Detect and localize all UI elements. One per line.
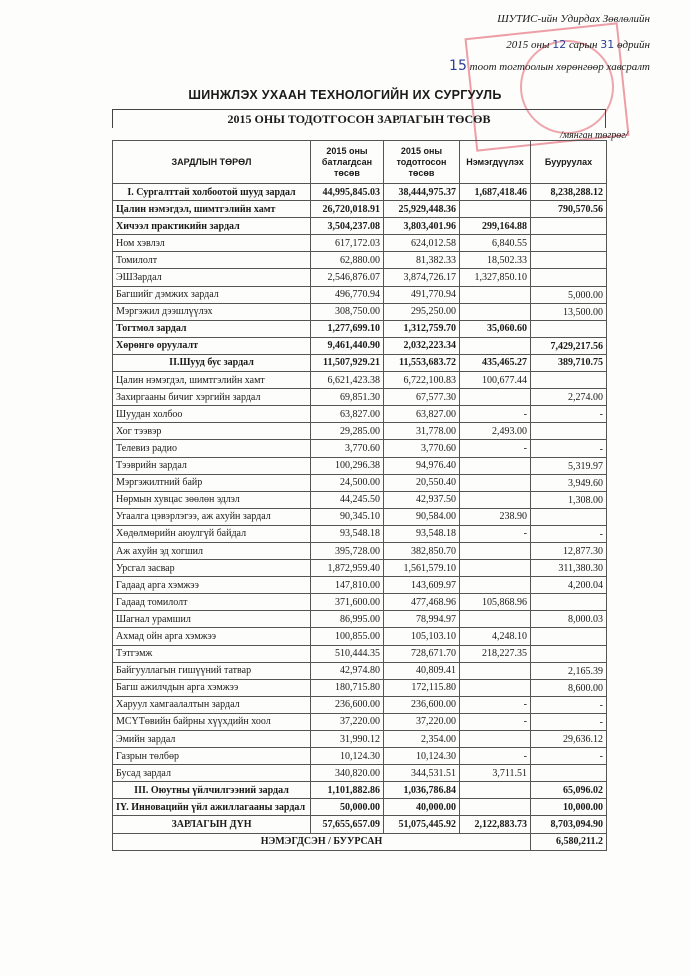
approved-value: 3,770.60 [311,440,384,457]
row-label: Тогтмол зардал [113,320,311,337]
revised-value: 1,312,759.70 [384,320,460,337]
increase-value: 4,248.10 [460,628,531,645]
table-row [113,303,607,320]
revised-value: 11,553,683.72 [384,354,460,371]
approval-month: 12 [552,38,567,51]
revised-value: 51,075,445.92 [384,816,460,833]
row-label: Урсгал засвар [113,560,311,577]
decrease-value: 7,429,217.56 [531,337,607,354]
approved-value: 510,444.35 [311,645,384,662]
approved-value: 29,285.00 [311,423,384,440]
row-label: ЗАРЛАГЫН ДҮН [113,816,311,833]
row-label: МСҮТөвийн байрны хүүхдийн хоол [113,713,311,730]
table-row [113,816,607,833]
row-label: Шуудан холбоо [113,406,311,423]
row-label: Бусад зардал [113,765,311,782]
revised-value: 344,531.51 [384,765,460,782]
net-change-label: НЭМЭГДСЭН / БУУРСАН [113,833,531,850]
increase-value: 435,465.27 [460,354,531,371]
row-label: Цалин нэмэгдэл, шимтгэлийн хамт [113,372,311,389]
approved-value: 10,124.30 [311,748,384,765]
table-row [113,337,607,354]
row-label: Ахмад ойн арга хэмжээ [113,628,311,645]
decrease-value [531,645,607,662]
row-label: Хөрөнгө оруулалт [113,337,311,354]
row-label: Томилолт [113,252,311,269]
approval-day-word: өдрийн [616,39,650,51]
table-row [113,474,607,491]
unit-note: /мянган төгрөг/ [560,130,628,141]
decrease-value: 311,380.30 [531,560,607,577]
increase-value: 218,227.35 [460,645,531,662]
table-row [113,662,607,679]
table-row [113,525,607,542]
decrease-value [531,252,607,269]
revised-value: 624,012.58 [384,235,460,252]
table-row [113,696,607,713]
decrease-value: 8,600.00 [531,679,607,696]
approval-line-2 [506,38,650,52]
decrease-value: 2,274.00 [531,389,607,406]
table-row [113,269,607,286]
approved-value: 395,728.00 [311,542,384,559]
approved-value: 86,995.00 [311,611,384,628]
table-row [113,372,607,389]
increase-value: 18,502.33 [460,252,531,269]
decrease-value: 5,000.00 [531,286,607,303]
approved-value: 617,172.03 [311,235,384,252]
increase-value [460,560,531,577]
revised-value: 37,220.00 [384,713,460,730]
budget-table [112,140,607,851]
row-label: Хичээл практикийн зардал [113,218,311,235]
table-row [113,354,607,371]
approved-value: 1,277,699.10 [311,320,384,337]
approved-value: 63,827.00 [311,406,384,423]
table-header-row [113,141,607,184]
revised-value: 93,548.18 [384,525,460,542]
increase-value [460,457,531,474]
approved-value: 11,507,929.21 [311,354,384,371]
row-label: Телевиз радио [113,440,311,457]
increase-value [460,799,531,816]
row-label: Тээврийн зардал [113,457,311,474]
table-row [113,184,607,201]
increase-value: - [460,440,531,457]
row-label: Гадаад томилолт [113,594,311,611]
approval-resolution: тоот тогтоолын хөрөнгөөр хавсралт [469,61,650,73]
revised-value: 78,994.97 [384,611,460,628]
table-row [113,406,607,423]
table-row [113,799,607,816]
row-label: Ном хэвлэл [113,235,311,252]
table-row [113,440,607,457]
revised-value: 3,803,401.96 [384,218,460,235]
row-label: Багш ажилчдын арга хэмжээ [113,679,311,696]
increase-value [460,577,531,594]
revised-value: 31,778.00 [384,423,460,440]
decrease-value [531,218,607,235]
increase-value: - [460,713,531,730]
table-row [113,679,607,696]
approved-value: 69,851.30 [311,389,384,406]
increase-value: 6,840.55 [460,235,531,252]
approved-value: 93,548.18 [311,525,384,542]
table-body [113,184,607,834]
decrease-value: 29,636.12 [531,731,607,748]
increase-value: 105,868.96 [460,594,531,611]
decrease-value: 2,165.39 [531,662,607,679]
table-row [113,286,607,303]
increase-value: 238.90 [460,508,531,525]
decrease-value [531,594,607,611]
approved-value: 62,880.00 [311,252,384,269]
row-label: Угаалга цэвэрлэгээ, аж ахуйн зардал [113,508,311,525]
increase-value [460,474,531,491]
increase-value: - [460,748,531,765]
table-row [113,594,607,611]
increase-value: - [460,406,531,423]
row-label: Шагнал урамшил [113,611,311,628]
approved-value: 6,621,423.38 [311,372,384,389]
table-row [113,320,607,337]
approved-value: 44,995,845.03 [311,184,384,201]
decrease-value: 790,570.56 [531,201,607,218]
approved-value: 42,974.80 [311,662,384,679]
decrease-value [531,372,607,389]
row-label: Тэтгэмж [113,645,311,662]
revised-value: 40,809.41 [384,662,460,679]
decrease-value: 13,500.00 [531,303,607,320]
revised-value: 477,468.96 [384,594,460,611]
decrease-value: 5,319.97 [531,457,607,474]
table-row [113,628,607,645]
approved-value: 24,500.00 [311,474,384,491]
increase-value [460,201,531,218]
approved-value: 496,770.94 [311,286,384,303]
approved-value: 308,750.00 [311,303,384,320]
increase-value: 100,677.44 [460,372,531,389]
approved-value: 100,855.00 [311,628,384,645]
decrease-value: - [531,406,607,423]
header-revised: 2015 оны тодотгосон төсөв [384,141,460,184]
revised-value: 382,850.70 [384,542,460,559]
row-label: Эмийн зардал [113,731,311,748]
decrease-value: 389,710.75 [531,354,607,371]
decrease-value: 8,000.03 [531,611,607,628]
decrease-value: - [531,525,607,542]
table-row [113,611,607,628]
revised-value: 1,036,786.84 [384,782,460,799]
decrease-value: - [531,748,607,765]
decrease-value: 4,200.04 [531,577,607,594]
university-name: ШИНЖЛЭХ УХААН ТЕХНОЛОГИЙН ИХ СУРГУУЛЬ [188,88,502,102]
row-label: I. Сургалттай холбоотой шууд зардал [113,184,311,201]
decrease-value: 1,308.00 [531,491,607,508]
revised-value: 1,561,579.10 [384,560,460,577]
decrease-value [531,508,607,525]
revised-value: 42,937.50 [384,491,460,508]
approved-value: 371,600.00 [311,594,384,611]
increase-value: - [460,525,531,542]
increase-value: 2,493.00 [460,423,531,440]
increase-value [460,731,531,748]
decrease-value: 10,000.00 [531,799,607,816]
table-row [113,645,607,662]
revised-value: 3,874,726.17 [384,269,460,286]
decrease-value [531,765,607,782]
revised-value: 63,827.00 [384,406,460,423]
revised-value: 236,600.00 [384,696,460,713]
header-approved: 2015 оны батлагдсан төсөв [311,141,384,184]
revised-value: 38,444,975.37 [384,184,460,201]
revised-value: 143,609.97 [384,577,460,594]
table-row [113,765,607,782]
row-label: Багшийг дэмжих зардал [113,286,311,303]
revised-value: 6,722,100.83 [384,372,460,389]
increase-value [460,389,531,406]
approved-value: 50,000.00 [311,799,384,816]
approved-value: 100,296.38 [311,457,384,474]
approved-value: 90,345.10 [311,508,384,525]
net-change-value: 6,580,211.2 [531,833,607,850]
revised-value: 20,550.40 [384,474,460,491]
row-label: IY. Инновацийн үйл ажиллагааны зардал [113,799,311,816]
approval-day: 31 [600,38,615,51]
revised-value: 491,770.94 [384,286,460,303]
table-row [113,457,607,474]
row-label: Газрын төлбөр [113,748,311,765]
approved-value: 340,820.00 [311,765,384,782]
revised-value: 25,929,448.36 [384,201,460,218]
approved-value: 9,461,440.90 [311,337,384,354]
increase-value: 1,327,850.10 [460,269,531,286]
approved-value: 57,655,657.09 [311,816,384,833]
revised-value: 81,382.33 [384,252,460,269]
revised-value: 728,671.70 [384,645,460,662]
header-decrease: Бууруулах [531,141,607,184]
decrease-value: 65,096.02 [531,782,607,799]
table-row [113,491,607,508]
decrease-value [531,320,607,337]
revised-value: 10,124.30 [384,748,460,765]
approval-month-word: сарын [568,39,598,51]
table-row [113,218,607,235]
table-row [113,235,607,252]
increase-value [460,491,531,508]
approved-value: 236,600.00 [311,696,384,713]
row-label: ЭШЗардал [113,269,311,286]
increase-value: 3,711.51 [460,765,531,782]
table-row [113,252,607,269]
row-label: III. Оюутны үйлчилгээний зардал [113,782,311,799]
increase-value: 35,060.60 [460,320,531,337]
approved-value: 31,990.12 [311,731,384,748]
decrease-value [531,269,607,286]
increase-value [460,679,531,696]
table-row [113,542,607,559]
approved-value: 3,504,237.08 [311,218,384,235]
decrease-value [531,235,607,252]
increase-value [460,337,531,354]
increase-value [460,286,531,303]
row-label: II.Шууд бус зардал [113,354,311,371]
row-label: Байгууллагын гишүүний татвар [113,662,311,679]
header-increase: Нэмэгдүүлэх [460,141,531,184]
row-label: Захиргааны бичиг хэргийн зардал [113,389,311,406]
row-label: Хөдөлмөрийн аюулгүй байдал [113,525,311,542]
decrease-value: 3,949.60 [531,474,607,491]
row-label: Мэргэжил дээшлүүлэх [113,303,311,320]
decrease-value: - [531,440,607,457]
net-change-row [113,833,607,850]
revised-value: 67,577.30 [384,389,460,406]
row-label: Мэргэжилтний байр [113,474,311,491]
decrease-value: 8,238,288.12 [531,184,607,201]
revised-value: 2,354.00 [384,731,460,748]
decrease-value: 8,703,094.90 [531,816,607,833]
revised-value: 3,770.60 [384,440,460,457]
approval-line-1: ШУТИС-ийн Удирдах Зөвлөлийн [497,13,650,25]
decrease-value: - [531,713,607,730]
approved-value: 147,810.00 [311,577,384,594]
increase-value [460,662,531,679]
increase-value [460,782,531,799]
approved-value: 180,715.80 [311,679,384,696]
table-row [113,577,607,594]
revised-value: 172,115.80 [384,679,460,696]
increase-value [460,303,531,320]
revised-value: 90,584.00 [384,508,460,525]
table-row [113,508,607,525]
table-row [113,731,607,748]
approval-line-3 [449,59,650,74]
revised-value: 40,000.00 [384,799,460,816]
approved-value: 1,101,882.86 [311,782,384,799]
row-label: Нөрмын хувцас зөөлөн эдлэл [113,491,311,508]
revised-value: 2,032,223.34 [384,337,460,354]
table-row [113,748,607,765]
table-row [113,782,607,799]
approved-value: 26,720,018.91 [311,201,384,218]
row-label: Хог тээвэр [113,423,311,440]
row-label: Гадаад арга хэмжээ [113,577,311,594]
decrease-value: - [531,696,607,713]
increase-value [460,611,531,628]
increase-value: - [460,696,531,713]
row-label: Аж ахуйн эд хогшил [113,542,311,559]
increase-value: 2,122,883.73 [460,816,531,833]
decrease-value [531,423,607,440]
increase-value: 1,687,418.46 [460,184,531,201]
revised-value: 105,103.10 [384,628,460,645]
row-label: Цалин нэмэгдэл, шимтгэлийн хамт [113,201,311,218]
approved-value: 1,872,959.40 [311,560,384,577]
increase-value: 299,164.88 [460,218,531,235]
table-row [113,423,607,440]
approved-value: 2,546,876.07 [311,269,384,286]
header-expense-type: ЗАРДЛЫН ТӨРӨЛ [113,141,311,184]
document-title: 2015 ОНЫ ТОДОТГОСОН ЗАРЛАГЫН ТӨСӨВ [112,109,606,128]
decrease-value: 12,877.30 [531,542,607,559]
decrease-value [531,628,607,645]
table-row [113,389,607,406]
revised-value: 94,976.40 [384,457,460,474]
approved-value: 44,245.50 [311,491,384,508]
approved-value: 37,220.00 [311,713,384,730]
approval-year: 2015 оны [506,39,550,51]
table-row [113,713,607,730]
revised-value: 295,250.00 [384,303,460,320]
row-label: Харуул хамгаалалтын зардал [113,696,311,713]
increase-value [460,542,531,559]
approval-number: 15 [449,58,467,74]
table-row [113,560,607,577]
table-row [113,201,607,218]
